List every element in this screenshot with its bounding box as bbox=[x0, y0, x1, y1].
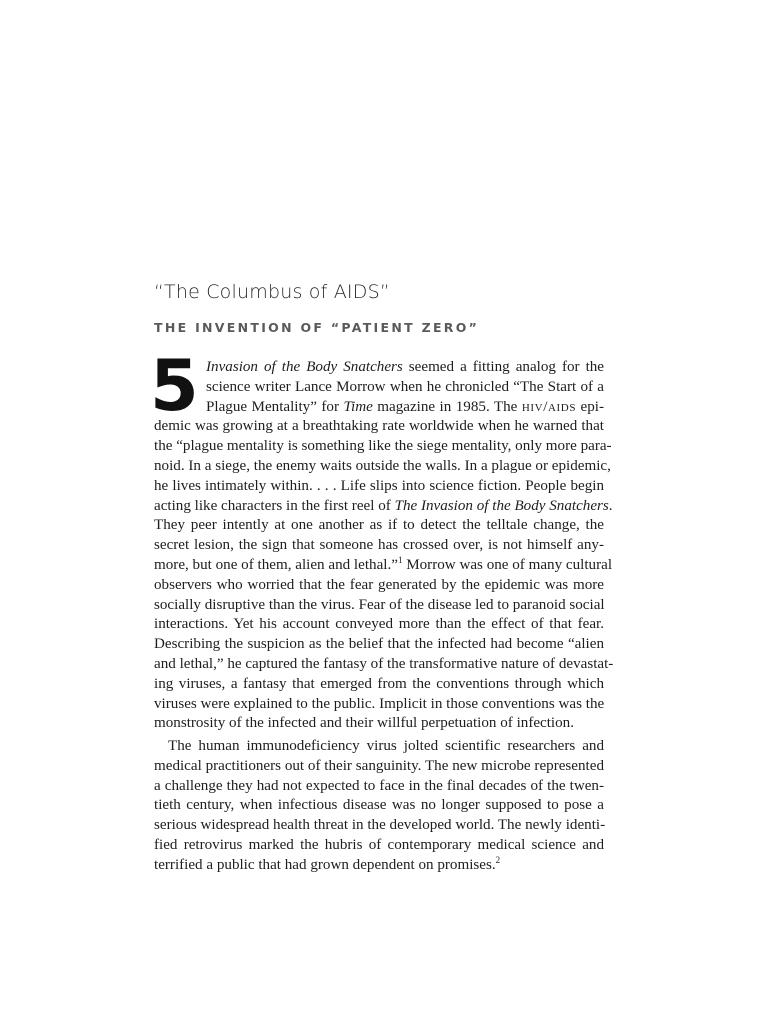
footnote-ref-1[interactable]: 1 bbox=[397, 554, 403, 565]
text-line: serious widespread health threat in the developed world. The newly identi- bbox=[154, 817, 606, 834]
text-line: The human immunodeficiency virus jolted scientific researchers and bbox=[168, 738, 604, 754]
text-line: acting like characters in the first reel of The Invasion of the Body Snatchers. bbox=[154, 497, 613, 514]
chapter-title: “The Columbus of AIDS” bbox=[154, 281, 390, 303]
text-line: and lethal,” he captured the fantasy of the transformative nature of devastat- bbox=[154, 655, 614, 672]
text-line: viruses were explained to the public. Implicit in those conventions was the bbox=[154, 695, 605, 712]
text-line: Invasion of the Body Snatchers seemed a fitting analog for the bbox=[206, 359, 605, 375]
text-line: secret lesion, the sign that someone has crossed over, is not himself any- bbox=[154, 537, 604, 554]
text-line: monstrosity of the infected and their willful perpetuation of infection. bbox=[154, 715, 574, 732]
paragraph-1 bbox=[154, 358, 614, 734]
chapter-number: 5 bbox=[150, 345, 199, 427]
chapter-subtitle: THE INVENTION OF “PATIENT ZERO” bbox=[154, 320, 480, 335]
text-line: science writer Lance Morrow when he chronicled “The Start of a bbox=[206, 378, 604, 395]
text-line: fied retrovirus marked the hubris of contemporary medical science and bbox=[154, 836, 604, 853]
text-line: noid. In a siege, the enemy waits outside the walls. In a plague or epidemic, bbox=[154, 457, 611, 474]
text-line: observers who worried that the fear generated by the epidemic was more bbox=[154, 576, 604, 593]
text-line: terrified a public that had grown dependent on promises.$^2$ bbox=[154, 854, 501, 873]
text-line: a challenge they had not expected to face in the final decades of the twen- bbox=[154, 777, 604, 794]
footnote-ref-2[interactable]: 2 bbox=[495, 854, 501, 865]
text-line: he lives intimately within. . . . Life slips into science fiction. People begin bbox=[154, 477, 604, 494]
text-line: ing viruses, a fantasy that emerged from the conventions through which bbox=[154, 675, 604, 692]
text-line: tieth century, when infectious disease was no longer supposed to pose a bbox=[154, 797, 604, 814]
paragraph-2 bbox=[154, 737, 604, 876]
text-line: more, but one of them, alien and lethal.”$^1$ Morrow was one of many cultural bbox=[154, 554, 613, 573]
text-line: demic was growing at a breathtaking rate worldwide when he warned that bbox=[154, 418, 604, 435]
text-line: the “plague mentality is something like the siege mentality, only more para- bbox=[154, 438, 612, 455]
acronym-hiv-aids: hiv/aids bbox=[521, 398, 577, 415]
text-line: socially disruptive than the virus. Fear of the disease led to paranoid social bbox=[154, 596, 605, 613]
text-line: Describing the suspicion as the belief that the infected had become “alien bbox=[154, 636, 604, 653]
text-line: They peer intently at one another as if to detect the telltale change, the bbox=[154, 517, 604, 534]
text-line: medical practitioners out of their sanguinity. The new microbe represented bbox=[154, 757, 604, 774]
text-line: Plague Mentality” for Time magazine in 1985. The hiv/aids epi- bbox=[206, 398, 604, 415]
text-line: interactions. Yet his account conveyed more than the effect of that fear. bbox=[154, 616, 604, 633]
